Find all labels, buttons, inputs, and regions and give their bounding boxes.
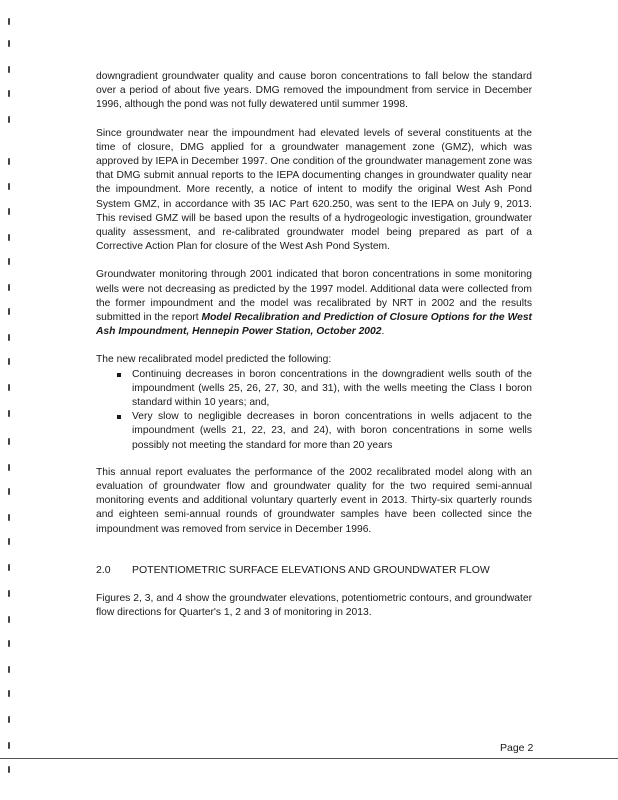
paragraph-monitoring-end: . [381, 326, 385, 338]
prediction-list [96, 368, 532, 453]
section-title: POTENTIOMETRIC SURFACE ELEVATIONS AND GROUNDWATER FLOW [132, 563, 490, 576]
footer-rule [0, 758, 618, 759]
page-number: Page 2 [500, 742, 534, 754]
prediction-item-adjacent: Very slow to negligible decreases in boron concentrations in wells adjacent to the impoundment (wells 21, 22, 23, and 24), with boron concentrations in some wells possibly not meeting the standard for more than 20 years [114, 410, 532, 453]
prediction-item-downgradient: Continuing decreases in boron concentrations in the downgradient wells south of the impoundment (wells 25, 26, 27, 30, and 31), with the wells meeting the Class I boron standard within 10 years; and, [114, 368, 532, 411]
report-title: Model Recalibration and Prediction of Closure Options for the West Ash Impoundment, Hennepin Power Station, October 2002 [96, 312, 532, 338]
paragraph-annual-report: This annual report evaluates the performance of the 2002 recalibrated model along with an evaluation of groundwater flow and groundwater quality for the two required semi-annual monitoring events and additional voluntary quarterly event in 2013. Thirty-six quarterly rounds and eighteen semi-annual rounds of groundwater samples have been collected since the impoundment was removed from service in December 1996. [96, 466, 532, 535]
document-body [96, 70, 532, 634]
section-number: 2.0 [96, 563, 111, 576]
paragraph-closure: downgradient groundwater quality and cause boron concentrations to fall below the standard over a period of about five years. DMG removed the impoundment from service in December 1996, although the pond was not fully dewatered until summer 1998. [96, 71, 532, 111]
model-intro: The new recalibrated model predicted the following: [96, 354, 332, 366]
paragraph-monitoring [96, 268, 532, 339]
paragraph-figures: Figures 2, 3, and 4 show the groundwater elevations, potentiometric contours, and groundwater flow directions for Quarter's 1, 2 and 3 of monitoring in 2013. [96, 592, 532, 619]
paragraph-gmz: Since groundwater near the impoundment had elevated levels of several constituents at the time of closure, DMG applied for a groundwater management zone (GMZ), which was approved by IEPA in December 1997. One condition of the groundwater management zone was that DMG submit annual reports to the IEPA documenting changes in groundwater quality near the impoundment. More recently, a notice of intent to modify the original West Ash Pond System GMZ, in accordance with 35 IAC Part 620.250, was sent to the IEPA on July 9, 2013. This revised GMZ will be based upon the results of a hydrogeologic investigation, groundwater quality assessment, and re-calibrated groundwater model being prepared as part of a Corrective Action Plan for closure of the West Ash Pond System. [96, 127, 532, 253]
paragraph-monitoring-text: Groundwater monitoring through 2001 indicated that boron concentrations in some monitoring wells were not decreasing as predicted by the 1997 model. Additional data were collected from the former impoundment and the model was recalibrated by NRT in 2002 and the results submitted in the report [96, 269, 532, 324]
binding-marks [4, 18, 18, 788]
section-heading [96, 563, 532, 578]
